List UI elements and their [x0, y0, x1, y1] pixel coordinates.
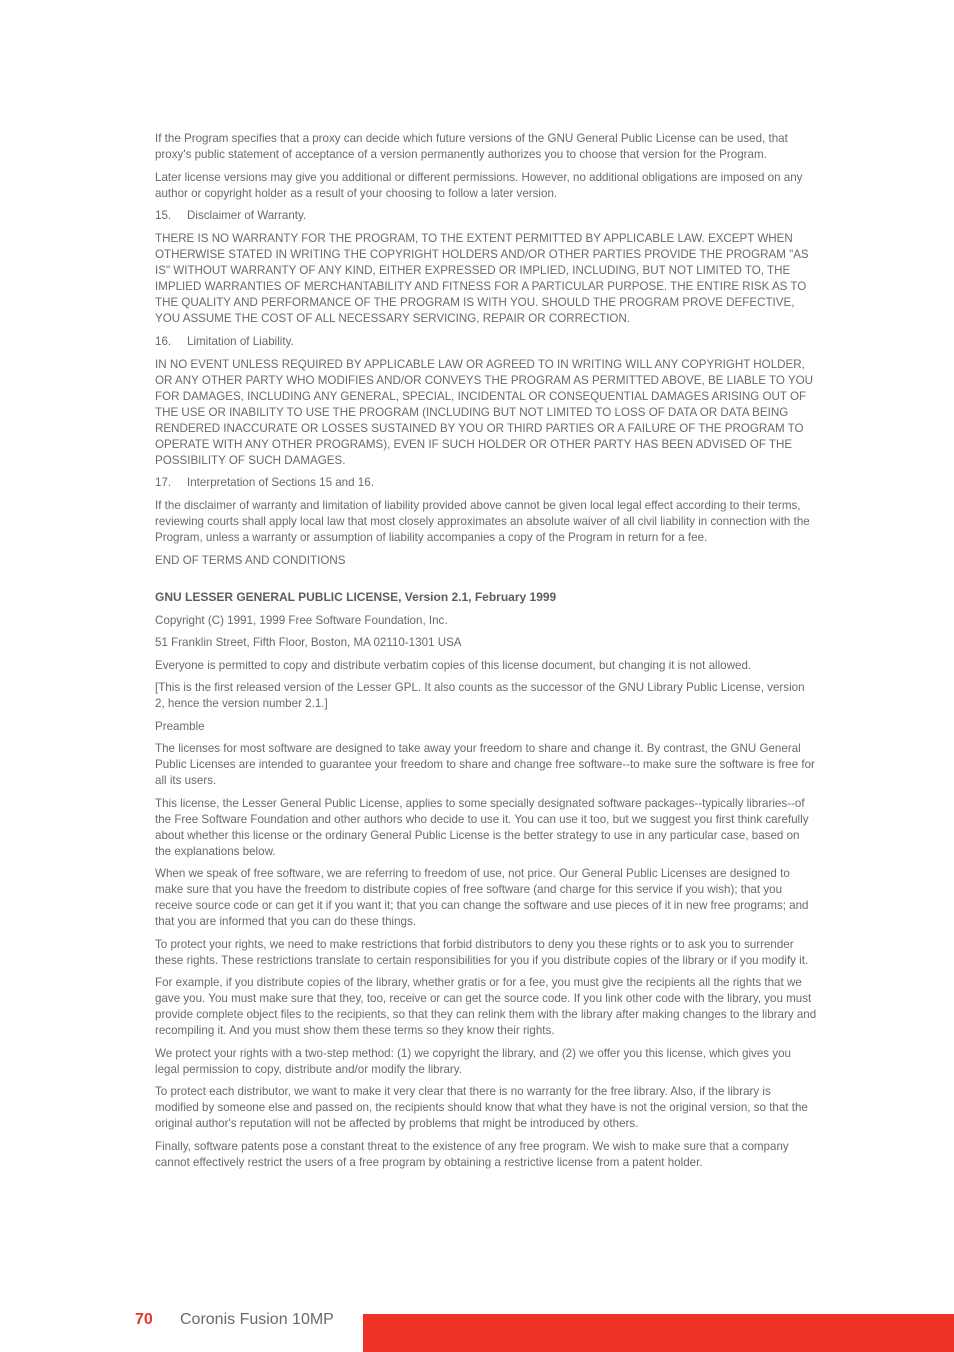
paragraph: Copyright (C) 1991, 1999 Free Software Foundation, Inc.	[155, 613, 448, 627]
paragraph: If the Program specifies that a proxy can decide which future versions of the GNU General Public License can be used, that proxy's public statement of acceptance of a version permanently authorizes you to choose that version for the Program.	[155, 132, 788, 161]
paragraph: The licenses for most software are designed to take away your freedom to share and change it. By contrast, the GNU General Public Licenses are intended to guarantee your freedom to share and change free software--to make sure the software is free for all its users.	[155, 742, 815, 787]
paragraph: Later license versions may give you additional or different permissions. However, no additional obligations are imposed on any author or copyright holder as a result of your choosing to follow a later version.	[155, 170, 803, 200]
numbered-heading	[155, 475, 817, 491]
document-body	[155, 131, 817, 1177]
footer-product-title: Coronis Fusion 10MP	[180, 1311, 334, 1328]
paragraph: If the disclaimer of warranty and limitation of liability provided above cannot be given local legal effect according to their terms, reviewing courts shall apply local law that most closely approximates an absolute waiver of all civil liability in connection with the Program, unless a warranty or assumption of liability accompanies a copy of the Program in return for a fee.	[155, 499, 810, 544]
paragraph: 51 Franklin Street, Fifth Floor, Boston, MA 02110-1301 USA	[155, 636, 462, 649]
paragraph: THERE IS NO WARRANTY FOR THE PROGRAM, TO THE EXTENT PERMITTED BY APPLICABLE LAW. EXCEPT WHEN OTHERWISE STATED IN WRITING THE COPYRIGHT HOLDERS AND/OR OTHER PARTIES PROVIDE THE PROGRAM "AS IS" WITHOUT WARRANTY OF ANY KIND, EITHER EXPRESSED OR IMPLIED, INCLUDING, BUT NOT LIMITED TO, THE IMPLIED WARRANTIES OF MERCHANTABILITY AND FITNESS FOR A PARTICULAR PURPOSE. THE ENTIRE RISK AS TO THE QUALITY AND PERFORMANCE OF THE PROGRAM IS WITH YOU. SHOULD THE PROGRAM PROVE DEFECTIVE, YOU ASSUME THE COST OF ALL NECESSARY SERVICING, REPAIR OR CORRECTION.	[155, 232, 809, 325]
paragraph: Everyone is permitted to copy and distribute verbatim copies of this license document, but changing it is not allowed.	[155, 658, 752, 672]
section-label: Limitation of Liability.	[187, 334, 294, 348]
section-label: Interpretation of Sections 15 and 16.	[187, 476, 374, 489]
paragraph: For example, if you distribute copies of the library, whether gratis or for a fee, you must give the recipients all the rights that we gave you. You must make sure that they, too, receive or can get the source code. If you link other code with the library, you must provide complete object files to the recipients, so that they can relink them with the library after making changes to the library and recompiling it. And you must show them these terms so they know their rights.	[155, 976, 817, 1037]
paragraph: END OF TERMS AND CONDITIONS	[155, 553, 346, 567]
paragraph: IN NO EVENT UNLESS REQUIRED BY APPLICABLE LAW OR AGREED TO IN WRITING WILL ANY COPYRIGHT HOLDER, OR ANY OTHER PARTY WHO MODIFIES AND/OR CONVEYS THE PROGRAM AS PERMITTED ABOVE, BE LIABLE TO YOU FOR DAMAGES, INCLUDING ANY GENERAL, SPECIAL, INCIDENTAL OR CONSEQUENTIAL DAMAGES ARISING OUT OF THE USE OR INABILITY TO USE THE PROGRAM (INCLUDING BUT NOT LIMITED TO LOSS OF DATA OR DATA BEING RENDERED INACCURATE OR LOSSES SUSTAINED BY YOU OR THIRD PARTIES OR A FAILURE OF THE PROGRAM TO OPERATE WITH ANY OTHER PROGRAMS), EVEN IF SUCH HOLDER OR OTHER PARTY HAS BEEN ADVISED OF THE POSSIBILITY OF SUCH DAMAGES.	[155, 357, 813, 467]
paragraph: Finally, software patents pose a constant threat to the existence of any free program. We wish to make sure that a company cannot effectively restrict the users of a free program by obtaining a restrictive license from a patent holder.	[155, 1139, 789, 1169]
paragraph: Preamble	[155, 719, 205, 733]
section-number: 16.	[155, 334, 172, 348]
section-label: Disclaimer of Warranty.	[187, 209, 307, 222]
paragraph: We protect your rights with a two-step method: (1) we copyright the library, and (2) we offer you this license, which gives you legal permission to copy, distribute and/or modify the library.	[155, 1046, 792, 1076]
paragraph: [This is the first released version of the Lesser GPL. It also counts as the successor of the GNU Library Public License, version 2, hence the version number 2.1.]	[155, 681, 805, 710]
section-heading: GNU LESSER GENERAL PUBLIC LICENSE, Version 2.1, February 1999	[155, 589, 557, 604]
page-number: 70	[135, 1311, 153, 1328]
numbered-heading	[155, 208, 817, 224]
section-number: 17.	[155, 476, 172, 489]
section-number: 15.	[155, 209, 172, 222]
footer-accent-bar	[363, 1314, 954, 1352]
paragraph: When we speak of free software, we are referring to freedom of use, not price. Our General Public Licenses are designed to make sure that you have the freedom to distribute copies of free software (and charge for this service if you wish); that you receive source code or can get it if you want it; that you can change the software and use pieces of it in new free programs; and that you are informed that you can do these things.	[155, 867, 809, 928]
numbered-heading	[155, 334, 817, 350]
paragraph: To protect each distributor, we want to make it very clear that there is no warranty for the free library. Also, if the library is modified by someone else and passed on, the recipients should know that what they have is not the original version, so that the original author's reputation will not be affected by problems that might be introduced by others.	[155, 1085, 808, 1130]
paragraph: This license, the Lesser General Public License, applies to some specially designated software packages--typically libraries--of the Free Software Foundation and other authors who decide to use it. You can use it too, but we suggest you first think carefully about whether this license or the ordinary General Public License is the better strategy to use in any particular case, based on the explanations below.	[155, 796, 809, 858]
paragraph: To protect your rights, we need to make restrictions that forbid distributors to deny you these rights or to ask you to surrender these rights. These restrictions translate to certain responsibilities for you if you distribute copies of the library or if you modify it.	[155, 937, 809, 967]
